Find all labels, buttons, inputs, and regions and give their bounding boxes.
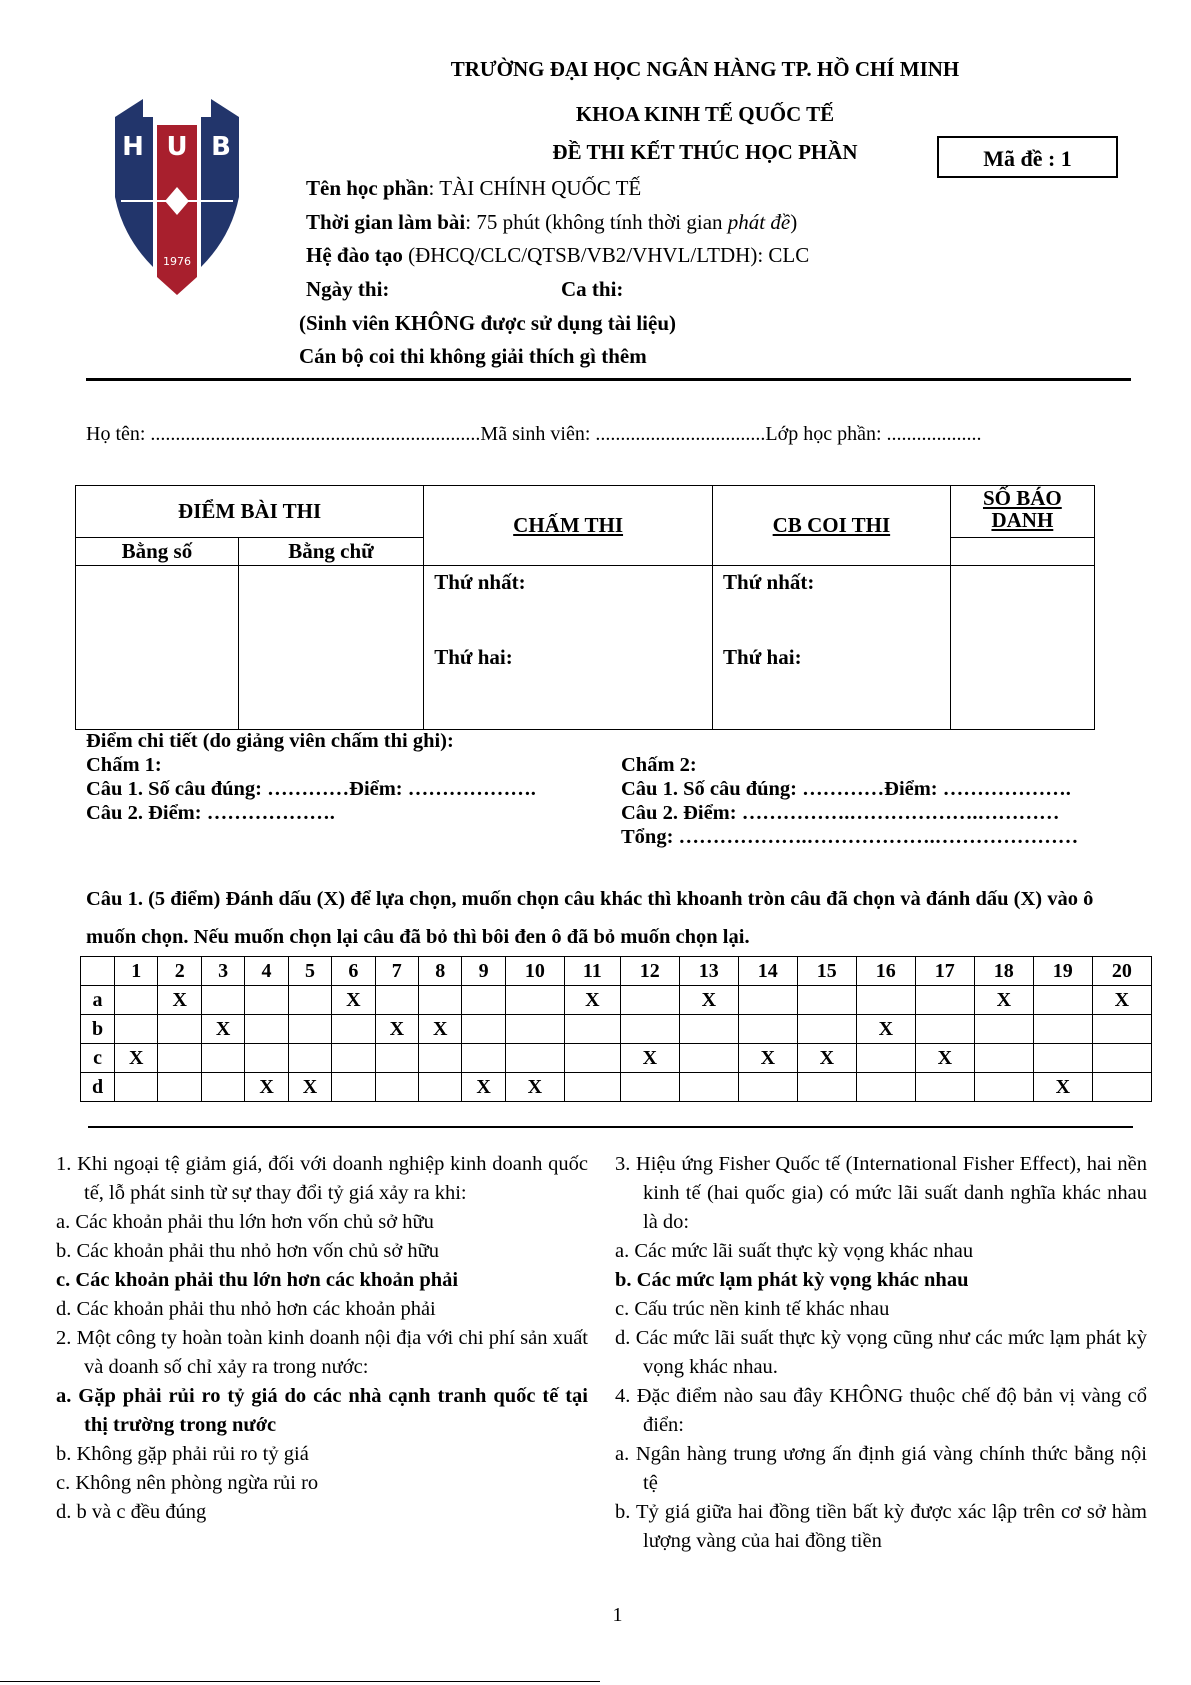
grid-column-header: 20 [1092, 957, 1151, 986]
answer-cell[interactable] [620, 986, 679, 1015]
answer-cell[interactable]: X [158, 986, 201, 1015]
answer-cell[interactable] [419, 986, 462, 1015]
no-materials-note: (Sinh viên KHÔNG được sử dụng tài liệu) [299, 311, 676, 335]
exam-title: ĐỀ THI KẾT THÚC HỌC PHẦN [552, 140, 858, 164]
answer-cell[interactable] [375, 986, 418, 1015]
grader2-label: Chấm 2: [621, 754, 697, 776]
answer-cell[interactable] [915, 986, 974, 1015]
answer-cell[interactable]: X [1033, 1073, 1092, 1102]
answer-cell[interactable]: X [1092, 986, 1151, 1015]
proctor-first: Thứ nhất: [723, 570, 815, 594]
answer-cell[interactable] [158, 1044, 201, 1073]
question-line: a. Gặp phải rủi ro tỷ giá do các nhà cạnh tranh quốc tế tại thị trường trong nước [56, 1385, 588, 1436]
answer-cell[interactable] [797, 986, 856, 1015]
university-logo [113, 97, 241, 297]
answer-cell[interactable] [245, 1015, 288, 1044]
grid-column-header: 10 [505, 957, 564, 986]
answer-cell[interactable] [201, 1044, 244, 1073]
answer-cell[interactable] [856, 986, 915, 1015]
exam-code-box: Mã đề : 1 [937, 136, 1118, 178]
shift-label: Ca thi: [561, 277, 624, 301]
answer-cell[interactable] [679, 1015, 738, 1044]
answer-cell[interactable]: X [462, 1073, 505, 1102]
answer-cell[interactable]: X [288, 1073, 331, 1102]
answer-cell[interactable]: X [564, 986, 620, 1015]
svg-text:H: H [122, 132, 144, 162]
answer-cell[interactable] [505, 1044, 564, 1073]
question-line: 1. Khi ngoại tệ giảm giá, đối với doanh nghiệp kinh doanh quốc tế, lỗ phát sinh từ sự thay đổi tỷ giá xảy ra khi: [56, 1153, 588, 1204]
grid-column-header: 7 [375, 957, 418, 986]
course-value: : TÀI CHÍNH QUỐC TẾ [428, 176, 642, 200]
question-line: b. Không gặp phải rủi ro tỷ giá [56, 1443, 309, 1465]
header-divider [86, 378, 1131, 381]
grid-corner [81, 957, 115, 986]
question-line: 3. Hiệu ứng Fisher Quốc tế (International Fisher Effect), hai nền kinh tế (hai quốc gia) có mức lãi suất danh nghĩa khác nhau là do: [615, 1153, 1147, 1233]
answer-cell[interactable]: X [245, 1073, 288, 1102]
answer-cell[interactable] [462, 1015, 505, 1044]
question-line: a. Ngân hàng trung ương ấn định giá vàng chính thức bằng nội tệ [615, 1443, 1147, 1494]
answer-cell[interactable] [375, 1073, 418, 1102]
answer-cell[interactable] [974, 1044, 1033, 1073]
answer-cell[interactable] [797, 1015, 856, 1044]
answer-cell[interactable] [620, 1073, 679, 1102]
answer-cell[interactable] [505, 986, 564, 1015]
answer-cell[interactable]: X [505, 1073, 564, 1102]
course-line [306, 176, 641, 201]
answer-cell[interactable] [505, 1015, 564, 1044]
by-words-header: Bằng chữ [238, 538, 423, 566]
answer-cell[interactable] [115, 1015, 158, 1044]
question-line: c. Các khoản phải thu lớn hơn các khoản phải [56, 1269, 459, 1291]
university-name: TRƯỜNG ĐẠI HỌC NGÂN HÀNG TP. HỒ CHÍ MINH [450, 57, 960, 81]
answer-cell[interactable] [288, 1015, 331, 1044]
answer-cell[interactable] [915, 1073, 974, 1102]
answer-cell[interactable]: X [679, 986, 738, 1015]
answer-cell[interactable] [974, 1073, 1033, 1102]
candidate-number-spacer [950, 538, 1094, 566]
score-words-cell[interactable] [238, 566, 423, 730]
question-line: b. Các khoản phải thu nhỏ hơn vốn chủ sở hữu [56, 1240, 439, 1262]
answer-cell[interactable] [419, 1044, 462, 1073]
questions-left-column [56, 1150, 588, 1527]
grid-row [81, 1044, 1152, 1073]
grid-column-header: 5 [288, 957, 331, 986]
answer-cell[interactable]: X [797, 1044, 856, 1073]
answer-cell[interactable] [564, 1073, 620, 1102]
question-line: b. Các mức lạm phát kỳ vọng khác nhau [615, 1269, 969, 1291]
answer-cell[interactable] [1092, 1015, 1151, 1044]
question-line: c. Không nên phòng ngừa rủi ro [56, 1472, 319, 1494]
page-bottom-line [0, 1681, 600, 1682]
grid-row-label: b [81, 1015, 115, 1044]
answer-cell[interactable]: X [115, 1044, 158, 1073]
answer-cell[interactable]: X [332, 986, 375, 1015]
grid-row-label: c [81, 1044, 115, 1073]
answer-cell[interactable]: X [856, 1015, 915, 1044]
answer-cell[interactable]: X [915, 1044, 974, 1073]
program-line [306, 243, 809, 268]
question-line: b. Tỷ giá giữa hai đồng tiền bất kỳ được xác lập trên cơ sở hàm lượng vàng của hai đồng tiền [615, 1501, 1147, 1552]
grading-header: CHẤM THI [424, 486, 713, 566]
question-line: d. Các khoản phải thu nhỏ hơn các khoản phải [56, 1298, 436, 1320]
grid-row [81, 1073, 1152, 1102]
svg-text:1976: 1976 [163, 255, 191, 268]
question-line: d. b và c đều đúng [56, 1501, 207, 1523]
question-line: a. Các mức lãi suất thực kỳ vọng khác nhau [615, 1240, 974, 1262]
student-info-line: Họ tên: ..................................................................Mã sinh viên: ..................................Lớp học phần: ................... [86, 423, 982, 445]
answer-cell[interactable]: X [620, 1044, 679, 1073]
proctor-second: Thứ hai: [723, 645, 802, 669]
grader-first: Thứ nhất: [434, 570, 526, 594]
grading-details-left [86, 729, 536, 825]
answer-cell[interactable] [679, 1044, 738, 1073]
question-line: 2. Một công ty hoàn toàn kinh doanh nội địa với chi phí sản xuất và doanh số chỉ xảy ra trong nước: [56, 1327, 588, 1378]
answer-cell[interactable]: X [974, 986, 1033, 1015]
grading-details-right [621, 753, 1078, 849]
answer-cell[interactable]: X [201, 1015, 244, 1044]
answer-cell[interactable] [245, 986, 288, 1015]
grid-column-header: 19 [1033, 957, 1092, 986]
grid-row [81, 1015, 1152, 1044]
answer-cell[interactable] [158, 1073, 201, 1102]
grid-column-header: 14 [738, 957, 797, 986]
answer-cell[interactable]: X [738, 1044, 797, 1073]
answer-cell[interactable] [419, 1073, 462, 1102]
answer-cell[interactable] [738, 1073, 797, 1102]
answer-cell[interactable] [462, 986, 505, 1015]
answer-cell[interactable] [158, 1015, 201, 1044]
answer-grid [80, 956, 1152, 1102]
answer-cell[interactable] [332, 1044, 375, 1073]
svg-text:U: U [166, 132, 188, 162]
answer-cell[interactable]: X [419, 1015, 462, 1044]
grid-column-header: 6 [332, 957, 375, 986]
answer-cell[interactable] [462, 1044, 505, 1073]
no-explanation-note: Cán bộ coi thi không giải thích gì thêm [299, 344, 647, 368]
score-number-cell[interactable] [76, 566, 239, 730]
details-title: Điểm chi tiết (do giảng viên chấm thi ghi): [86, 730, 454, 752]
grader1-label: Chấm 1: [86, 754, 162, 776]
answer-cell[interactable]: X [375, 1015, 418, 1044]
by-number-header: Bằng số [76, 538, 239, 566]
answer-cell[interactable] [738, 1015, 797, 1044]
grid-column-header: 15 [797, 957, 856, 986]
time-italic: phát đề [727, 210, 791, 234]
grid-column-header: 4 [245, 957, 288, 986]
grid-row-label: a [81, 986, 115, 1015]
time-end: ) [790, 210, 798, 234]
answer-cell[interactable] [915, 1015, 974, 1044]
question-line: d. Các mức lãi suất thực kỳ vọng cũng như các mức lạm phát kỳ vọng khác nhau. [615, 1327, 1147, 1378]
instruction-line1: Câu 1. (5 điểm) Đánh dấu (X) để lựa chọn, muốn chọn câu khác thì khoanh tròn câu đã chọn và đánh dấu (X) vào ô [86, 888, 1094, 910]
grader-second: Thứ hai: [434, 645, 513, 669]
candidate-number-cell[interactable] [950, 566, 1094, 730]
answer-cell[interactable] [245, 1044, 288, 1073]
grid-row-label: d [81, 1073, 115, 1102]
answer-cell[interactable] [564, 1044, 620, 1073]
grid-column-header: 12 [620, 957, 679, 986]
page-number: 1 [612, 1604, 623, 1626]
grader2-q1-line: Câu 1. Số câu đúng: …………Điểm: ………………. [621, 778, 1071, 800]
candidate-number-header [950, 486, 1094, 538]
answer-cell[interactable] [201, 1073, 244, 1102]
instruction-line2: muốn chọn. Nếu muốn chọn lại câu đã bỏ thì bôi đen ô đã bỏ muốn chọn lại. [86, 926, 750, 948]
questions-right-column [615, 1150, 1147, 1556]
answer-cell[interactable] [288, 986, 331, 1015]
answer-cell[interactable] [1033, 986, 1092, 1015]
svg-text:B: B [211, 132, 231, 162]
grid-column-header: 11 [564, 957, 620, 986]
grader-cell [424, 566, 713, 730]
answer-cell[interactable] [332, 1073, 375, 1102]
date-label: Ngày thi: [306, 277, 390, 301]
answer-cell[interactable] [288, 1044, 331, 1073]
grader2-q2-line: Câu 2. Điểm: …………….……………….………… [621, 802, 1060, 824]
answer-cell[interactable] [564, 1015, 620, 1044]
answer-cell[interactable] [797, 1073, 856, 1102]
score-header: ĐIỂM BÀI THI [76, 486, 424, 538]
grid-column-header: 16 [856, 957, 915, 986]
grader1-q2-line: Câu 2. Điểm: ………………. [86, 802, 335, 824]
grid-column-header: 13 [679, 957, 738, 986]
answer-cell[interactable] [201, 986, 244, 1015]
grid-column-header: 9 [462, 957, 505, 986]
grid-column-header: 1 [115, 957, 158, 986]
program-value: (ĐHCQ/CLC/QTSB/VB2/VHVL/LTDH): CLC [402, 243, 810, 267]
score-table [75, 485, 1095, 730]
question-line: 4. Đặc điểm nào sau đây KHÔNG thuộc chế độ bản vị vàng cổ điển: [615, 1385, 1147, 1436]
proctor-cell [713, 566, 951, 730]
proctor-header: CB COI THI [713, 486, 951, 566]
answer-cell[interactable] [974, 1015, 1033, 1044]
answer-cell[interactable] [1092, 1044, 1151, 1073]
grid-column-header: 17 [915, 957, 974, 986]
time-value: : 75 phút (không tính thời gian [465, 210, 728, 234]
answer-cell[interactable] [115, 986, 158, 1015]
question1-instructions [86, 880, 1151, 956]
faculty-name: KHOA KINH TẾ QUỐC TẾ [575, 102, 835, 126]
grid-row [81, 986, 1152, 1015]
time-label: Thời gian làm bài [306, 210, 466, 234]
answer-cell[interactable] [1033, 1044, 1092, 1073]
answer-cell[interactable] [1092, 1073, 1151, 1102]
question-line: c. Cấu trúc nền kinh tế khác nhau [615, 1298, 890, 1320]
grid-column-header: 3 [201, 957, 244, 986]
time-line [306, 210, 797, 235]
program-label: Hệ đào tạo [306, 243, 403, 267]
course-label: Tên học phần [306, 176, 429, 200]
answer-cell[interactable] [856, 1044, 915, 1073]
grid-divider [88, 1126, 1133, 1128]
answer-cell[interactable] [738, 986, 797, 1015]
grid-column-header: 8 [419, 957, 462, 986]
candidate-number-label: SỐ BÁO DANH [982, 486, 1062, 532]
answer-cell[interactable] [679, 1073, 738, 1102]
grid-column-header: 2 [158, 957, 201, 986]
grader1-q1-line: Câu 1. Số câu đúng: …………Điểm: ………………. [86, 778, 536, 800]
total-line: Tổng: ……………….……………….………………… [621, 826, 1079, 848]
grid-column-header: 18 [974, 957, 1033, 986]
answer-cell[interactable] [620, 1015, 679, 1044]
answer-cell[interactable] [856, 1073, 915, 1102]
answer-cell[interactable] [375, 1044, 418, 1073]
answer-cell[interactable] [1033, 1015, 1092, 1044]
answer-cell[interactable] [332, 1015, 375, 1044]
question-line: a. Các khoản phải thu lớn hơn vốn chủ sở hữu [56, 1211, 434, 1233]
answer-cell[interactable] [115, 1073, 158, 1102]
